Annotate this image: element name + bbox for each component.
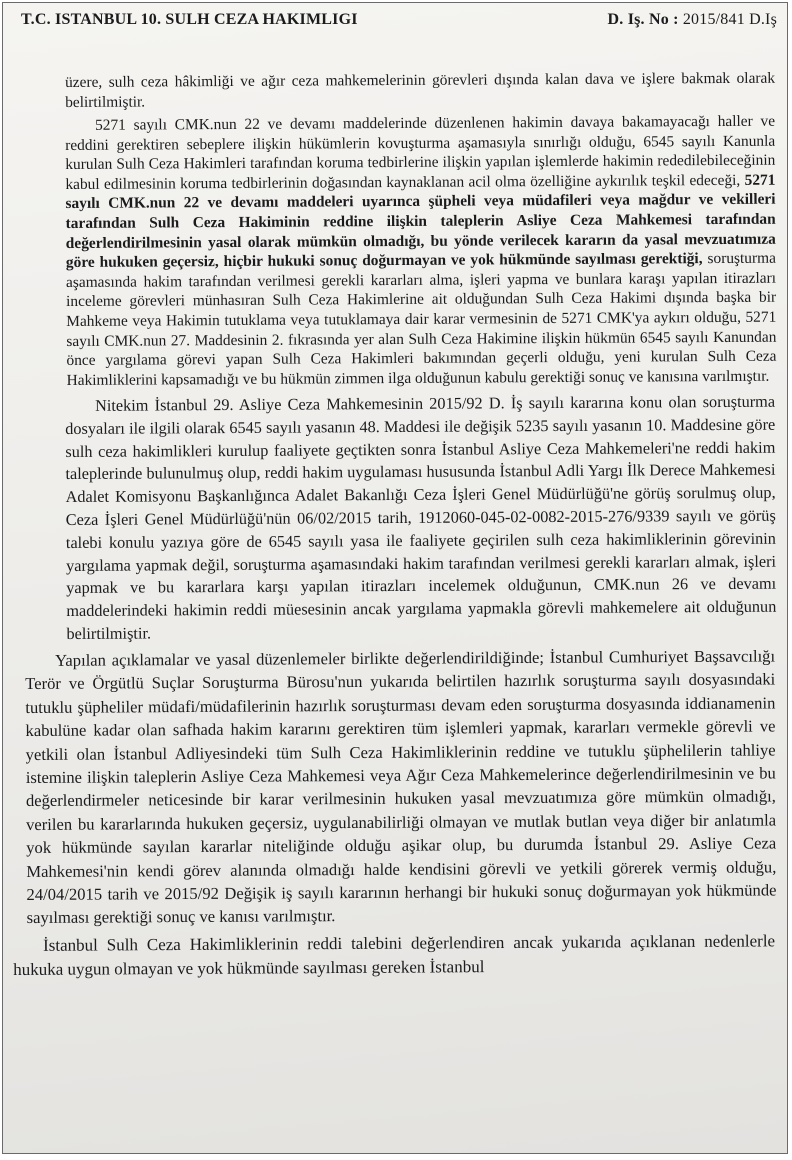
paragraph-4: Yapılan açıklamalar ve yasal düzenlemeler birlikte değerlendirildiğinde; İstanbul Cumhuriyet Başsavcılığı Terör ve Örgütlü Suçlar Soruşturma Bürosu'nun yukarıda belirtilen hazırlık soruşturma sayılı dosyasındaki tutuklu şüpheliler müdafi/müdafilerinin hazırlık soruşturması devam eden soruşturma dosyasında iddianamenin kabulüne kadar olan safhada hakim kararını gerektiren tüm işlemleri yapmak, kararları vermekle görevli ve yetkili olan İstanbul Adliyesindeki tüm Sulh Ceza Hakimliklerinin reddine ve tutuklu şüphelilerin tahliye istemine ilişkin taleplerin Asliye Ceza Mahkemesi veya Ağır Ceza Mahkemelerince değerlendirilmesinin ve bu değerlendirmeler neticesinde bir karar verilmesinin hukuken yasal mevzuatımıza göre mümkün olmadığı, verilen bu kararlarında hukuken geçersiz, uygulanabilirliği olmayan ve mutlak butlan veya diğer bir anlatımla yok hükmünde sayılan kararlar niteliğinde olduğu aşikar olup, bu durumda İstanbul 29. Asliye Ceza Mahkemesi'nin kendi görev alanında olmadığı halde kendisini görevli ve yetkili görerek vermiş olduğu, 24/04/2015 tarih ve 2015/92 Değişik iş sayılı kararının herhangi bir hukuki sonuç doğurmayan yok hükmünde sayılması gerektiği sonuç ve kanısı varılmıştır. <box>25 646 777 928</box>
case-number-label: D. Iş. No : <box>607 11 679 28</box>
paragraph-1: üzere, sulh ceza hâkimliği ve ağır ceza mahkemelerinin görevleri dışında kalan dava ve işlere bakmak olarak belirtilmiştir. <box>65 69 776 111</box>
document-body <box>13 69 777 985</box>
case-number-value: 2015/841 D.Iş <box>682 11 777 28</box>
court-title: T.C. ISTANBUL 10. SULH CEZA HAKIMLIGI <box>21 11 358 28</box>
paragraph-2-rest: soruşturma aşamasında hakim tarafından verilmesi gerekli kararları alma, işleri yapma ve bunlara karaşı yapılan itirazları inceleme görevleri münhasıran Sulh Ceza Hakimlerine ait olduğundan Sulh Ceza Hakimi dışında başka bir Mahkeme veya Hakimin tutuklama veya tutuklamaya dair karar vermesinin de 5271 CMK'ya aykırı olduğu, 5271 sayılı CMK.nun 27. Maddesinin 2. fıkrasında yer alan Sulh Ceza Hakimine ilişkin hükmün 6545 sayılı Kanundan önce yargılama görevi yapan Sulh Ceza Hakimleri bakımından geçerli olduğu, yeni kurulan Sulh Ceza Hakimliklerini kapsamadığı ve bu hükmün zimmen ilga olduğunun kabulu gerektiği sonuç ve kanısına varılmıştır. <box>65 250 777 389</box>
paragraph-3: Nitekim İstanbul 29. Asliye Ceza Mahkemesinin 2015/92 D. İş sayılı kararına konu olan soruşturma dosyaları ile ilgili olarak 6545 sayılı yasanın 48. Maddesi ile değişik 5235 sayılı yasanın 10. Maddesine göre sulh ceza hakimlikleri kurulup faaliyete geçtikten sonra İstanbul Asliye Ceza Mahkemeleri'ne reddi hakim taleplerinde bulunulmuş olup, reddi hakim uygulaması hususunda İstanbul Adli Yargı İlk Derece Mahkemesi Adalet Komisyonu Başkanlığınca Adalet Bakanlığı Ceza İşleri Genel Müdürlüğü'ne görüş sorulmuş olup, Ceza İşleri Genel Müdürlüğü'nün 06/02/2015 tarih, 1912060-045-02-0082-2015-276/9339 sayılı ve görüş talebi konulu yazıya göre de 6545 sayılı yasa ile faaliyete geçirilen sulh ceza hakimliklerinin görevinin yargılama yapmak değil, soruşturma aşamasındaki hakim tarafından verilmesi gerekli kararları almak, işleri yapmak ve bu kararlara karşı yapılan itirazları incelemek olduğunun, CMK.nun 26 ve devamı maddelerindeki hakimin reddi müesesinin ancak yargılama yapmakla görevli mahkemelere ait olduğunun belirtilmiştir. <box>65 391 777 643</box>
document-page <box>2 2 788 1154</box>
page-header <box>21 11 777 29</box>
paragraph-5: İstanbul Sulh Ceza Hakimliklerinin reddi talebini değerlendiren ancak yukarıda açıklanan nedenlerle hukuka uygun olmayan ve yok hükmünde sayılması gereken İstanbul <box>13 931 776 979</box>
case-number <box>608 11 777 29</box>
paragraph-2 <box>65 112 777 391</box>
paragraph-2-intro: 5271 sayılı CMK.nun 22 ve devamı maddelerinde düzenlenen hakimin davaya bakamayacağı haller ve reddini gerektiren sebeplere ilişkin hükümlerin kovuşturma aşamasıyla sınırlığı olduğu, 6545 sayılı Kanunla kurulan Sulh Ceza Hakimleri tarafından koruma tedbirlerine ilişkin yapılan işlemlerde hakimin rededilebileceğinin kabul edilmesinin koruma tedbirlerinin doğasından kaynaklanan acil olma özelliğine aykırılık teşkil edeceği, <box>65 112 776 193</box>
paragraph-2-bold: 5271 sayılı CMK.nun 22 ve devamı maddeleri uyarınca şüpheli veya müdafileri veya mağdur ve vekilleri tarafından Sulh Ceza Hakiminin reddine ilişkin taleplerin Asliye Ceza Mahkemesi tarafından değerlendirilmesinin yasal olarak mümkün olmadığı, bu yönde verilecek kararın da yasal mevzuatımıza göre hukuken geçersiz, hiçbir hukuki sonuç doğurmayan ve yok hükmünde sayılması gerektiği, <box>65 171 776 272</box>
